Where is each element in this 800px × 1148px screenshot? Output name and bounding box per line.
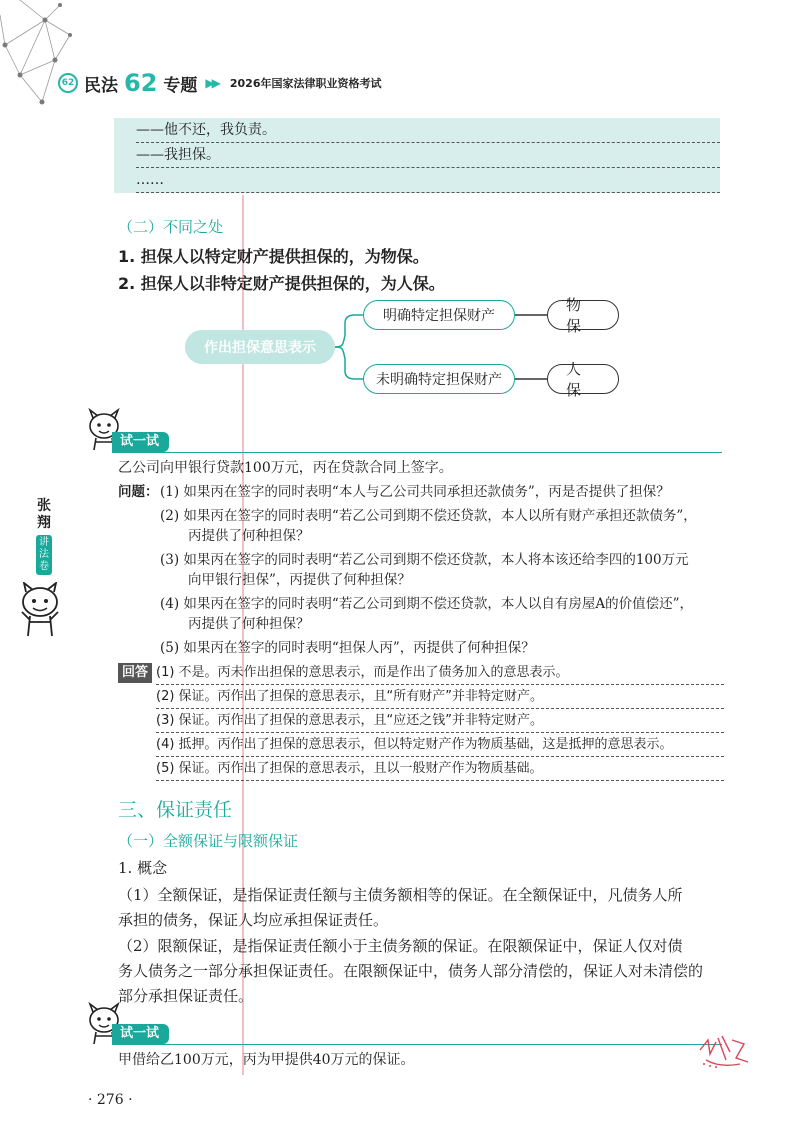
- side-name-char: 翔: [37, 515, 51, 531]
- side-name-char: 张: [37, 498, 51, 514]
- question-item: (5) 如果丙在签字的同时表明“担保人丙”，丙提供了何种担保？: [160, 640, 535, 656]
- try-it-badge: 试一试: [112, 1024, 169, 1044]
- quote-box: [114, 118, 720, 193]
- paragraph-line: 务人债务之一部分承担保证责任。在限额保证中，债务人部分清偿的，保证人对未清偿的: [118, 962, 704, 980]
- section-heading-differences: （二）不同之处: [118, 218, 224, 236]
- question-item: (2) 如果丙在签字的同时表明“若乙公司到期不偿还贷款，本人以所有财产承担还款债务”，: [160, 508, 697, 524]
- side-sub-char: 法: [39, 549, 49, 560]
- running-header: [58, 70, 382, 96]
- quote-line: ——他不还，我负责。: [136, 118, 720, 143]
- difference-point: 2. 担保人以非特定财产提供担保的，为人保。: [118, 274, 445, 293]
- answer-row: (2) 保证。丙作出了担保的意思表示，且“所有财产”并非特定财产。: [156, 685, 724, 709]
- side-sub-char: 卷: [39, 561, 49, 572]
- try-scenario: 甲借给乙100万元，丙为甲提供40万元的保证。: [118, 1052, 415, 1068]
- question-item-cont: 丙提供了何种担保？: [188, 528, 310, 544]
- side-author-label: [22, 498, 66, 575]
- question-item: (3) 如果丙在签字的同时表明“若乙公司到期不偿还贷款，本人将本该还给李四的100万元: [160, 552, 689, 568]
- question-label: 问题：: [118, 484, 159, 500]
- answer-row: (1) 不是。丙未作出担保的意思表示，而是作出了债务加入的意思表示。: [156, 661, 724, 685]
- try-scenario: 乙公司向甲银行贷款100万元，丙在贷款合同上签字。: [118, 460, 453, 476]
- subsection-heading: （一）全额保证与限额保证: [118, 832, 299, 850]
- answer-row: (3) 保证。丙作出了担保的意思表示，且“应还之钱”并非特定财产。: [156, 709, 724, 733]
- paragraph-line: 承担的债务，保证人均应承担保证责任。: [118, 911, 389, 929]
- header-subject: 民法: [84, 75, 118, 96]
- diagram-condition-node: 明确特定担保财产: [363, 300, 515, 330]
- header-logo-icon: 62: [58, 73, 78, 93]
- side-sub-char: 讲: [39, 537, 49, 548]
- section-heading-guarantee-liability: 三、保证责任: [118, 799, 233, 821]
- answer-row: (5) 保证。丙作出了担保的意思表示，且以一般财产作为物质基础。: [156, 757, 724, 781]
- diagram-root-node: 作出担保意思表示: [185, 330, 335, 364]
- question-item: (1) 如果丙在签字的同时表明“本人与乙公司共同承担还款债务”，丙是否提供了担保？: [160, 484, 670, 500]
- paragraph-line: （1）全额保证，是指保证责任额与主债务额相等的保证。在全额保证中，凡债务人所: [118, 886, 683, 904]
- concept-label: 1. 概念: [118, 859, 168, 877]
- answer-row: (4) 抵押。丙作出了担保的意思表示，但以特定财产作为物质基础，这是抵押的意思表示。: [156, 733, 724, 757]
- side-subtitle: [36, 535, 52, 575]
- side-mascot-icon: [16, 582, 64, 640]
- page-number: · 276 ·: [88, 1092, 133, 1108]
- header-topic: 专题: [163, 75, 198, 96]
- try-divider: [112, 452, 722, 453]
- quote-line: ——我担保。: [136, 143, 720, 168]
- diagram-condition-node: 未明确特定担保财产: [363, 364, 515, 394]
- header-topic-number: 62: [124, 69, 158, 97]
- question-item: (4) 如果丙在签字的同时表明“若乙公司到期不偿还贷款，本人以自有房屋A的价值偿还”，: [160, 596, 693, 612]
- guarantee-type-diagram: [185, 295, 625, 405]
- diagram-result-node: 人保: [547, 364, 619, 394]
- double-arrow-icon: ▶▶: [205, 76, 218, 90]
- try-divider: [112, 1044, 722, 1045]
- red-stamp-icon: [696, 1030, 752, 1070]
- difference-point: 1. 担保人以特定财产提供担保的，为物保。: [118, 247, 429, 266]
- paragraph-line: 部分承担保证责任。: [118, 987, 254, 1005]
- header-exam-title: 2026年国家法律职业资格考试: [229, 77, 382, 90]
- question-item-cont: 向甲银行担保”，丙提供了何种担保？: [188, 572, 411, 588]
- paragraph-line: （2）限额保证，是指保证责任额小于主债务额的保证。在限额保证中，保证人仅对债: [118, 937, 683, 955]
- question-item-cont: 丙提供了何种担保？: [188, 616, 310, 632]
- answer-label: 回答: [118, 663, 152, 683]
- quote-line: ……: [136, 168, 720, 193]
- diagram-result-node: 物保: [547, 300, 619, 330]
- try-it-badge: 试一试: [112, 432, 169, 452]
